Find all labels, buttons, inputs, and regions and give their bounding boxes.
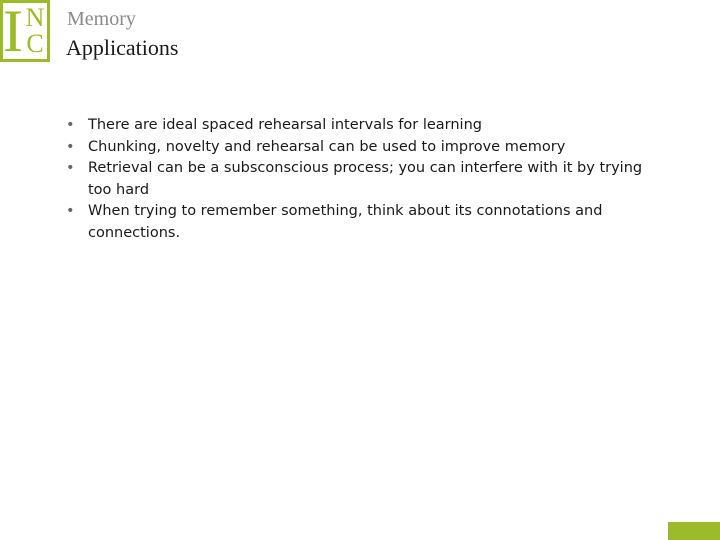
bullet-list	[66, 115, 666, 245]
nci-logo	[0, 0, 50, 62]
logo-letter-c: C	[26, 29, 44, 58]
bullet-item: • Retrieval can be a subsconscious process; you can interfere with it by trying too hard	[66, 158, 666, 201]
bullet-item: • There are ideal spaced rehearsal intervals for learning	[66, 115, 666, 137]
logo-inner	[3, 0, 47, 64]
logo-letter-i: I	[3, 0, 23, 64]
slide-title: Memory	[67, 8, 136, 30]
corner-accent-bar	[668, 522, 720, 540]
bullet-item: • Chunking, novelty and rehearsal can be used to improve memory	[66, 137, 666, 159]
logo-letter-n: N	[25, 3, 45, 32]
bullet-item: • When trying to remember something, think about its connotations and connections.	[66, 201, 666, 244]
slide-subtitle: Applications	[66, 35, 179, 60]
